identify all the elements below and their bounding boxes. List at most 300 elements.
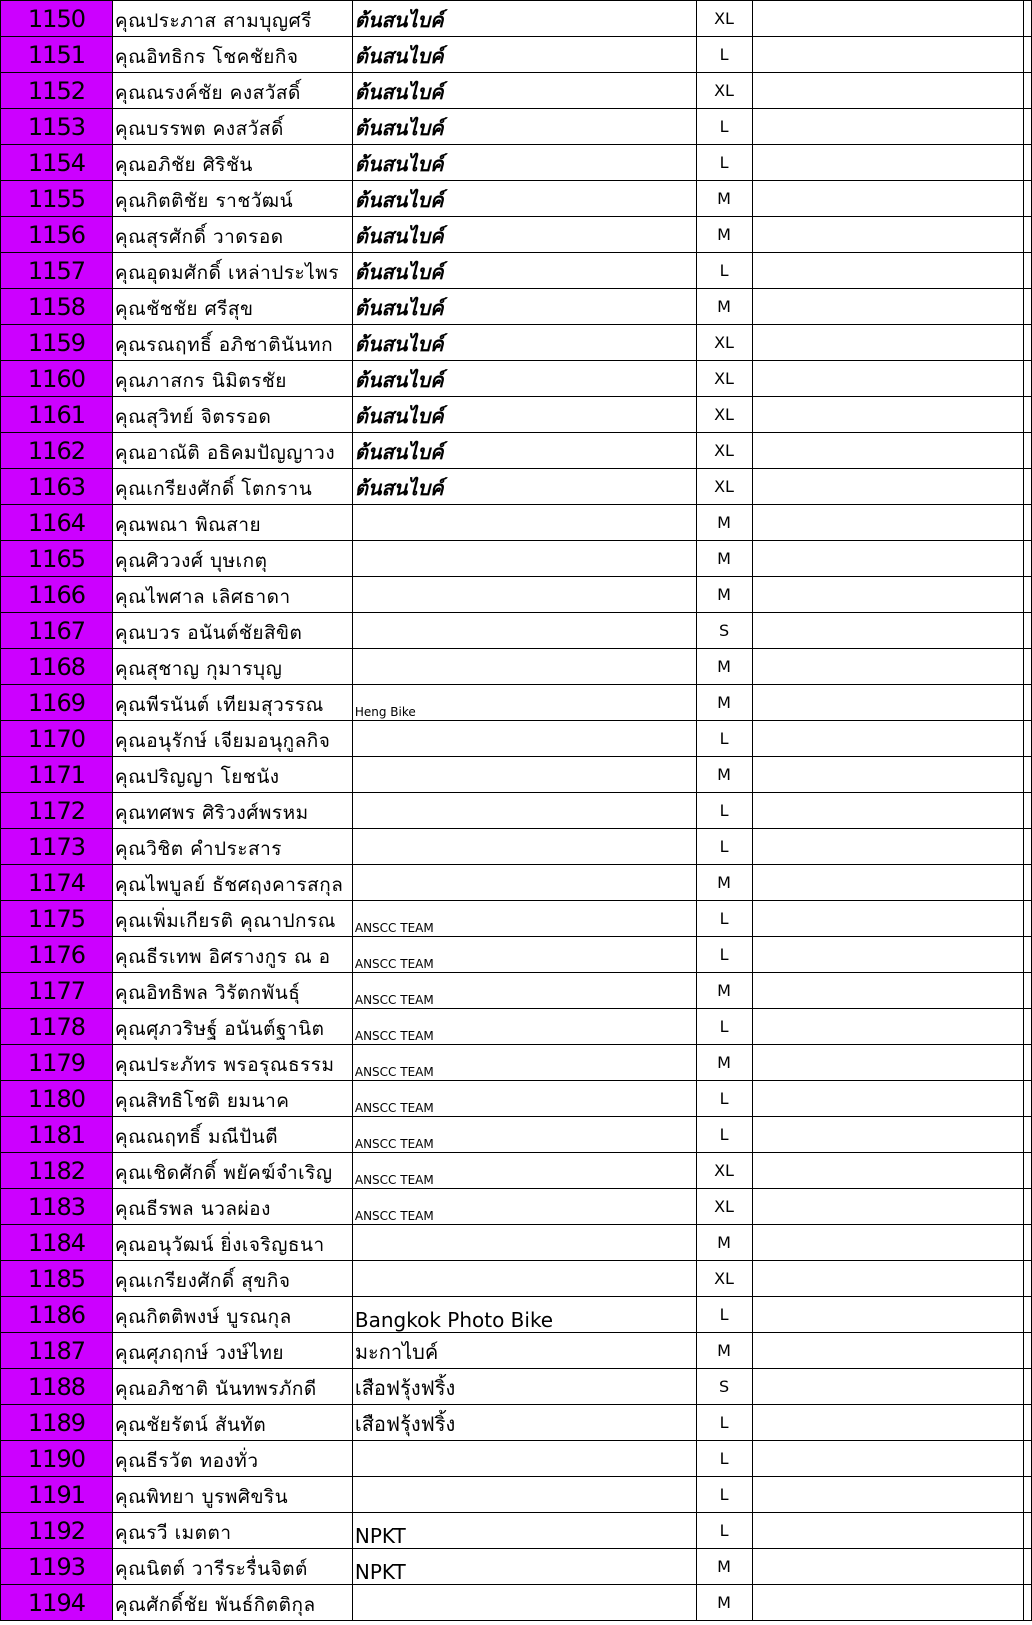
table-row — [1, 901, 1032, 937]
empty-cell[interactable] — [1023, 829, 1031, 865]
empty-cell[interactable] — [1023, 73, 1031, 109]
empty-cell[interactable] — [752, 1513, 1023, 1549]
empty-cell[interactable] — [752, 649, 1023, 685]
team-cell[interactable] — [352, 1513, 696, 1549]
empty-cell[interactable] — [752, 1441, 1023, 1477]
shirt-size-cell[interactable]: L — [696, 253, 752, 289]
shirt-size-cell[interactable]: L — [696, 937, 752, 973]
row-number-cell[interactable]: 1183 — [1, 1189, 113, 1225]
shirt-size-cell[interactable]: XL — [696, 397, 752, 433]
empty-cell[interactable] — [752, 361, 1023, 397]
shirt-size-cell[interactable]: XL — [696, 325, 752, 361]
empty-cell[interactable] — [752, 901, 1023, 937]
table-row — [1, 865, 1032, 901]
empty-cell[interactable] — [752, 1549, 1023, 1585]
row-number-cell[interactable]: 1190 — [1, 1441, 113, 1477]
shirt-size-cell[interactable]: M — [696, 505, 752, 541]
team-cell[interactable] — [352, 469, 696, 505]
team-cell[interactable] — [352, 253, 696, 289]
row-number-cell[interactable]: 1179 — [1, 1045, 113, 1081]
name-cell[interactable]: คุณชัยรัตน์ สันทัต — [112, 1405, 352, 1441]
team-cell[interactable] — [352, 1405, 696, 1441]
shirt-size-cell[interactable]: L — [696, 793, 752, 829]
team-cell[interactable] — [352, 901, 696, 937]
name-cell[interactable]: คุณอนุวัฒน์ ยิ่งเจริญธนา — [112, 1225, 352, 1261]
row-number-cell[interactable]: 1168 — [1, 649, 113, 685]
team-cell[interactable] — [352, 973, 696, 1009]
row-number-cell[interactable]: 1189 — [1, 1405, 113, 1441]
empty-cell[interactable] — [1023, 1045, 1031, 1081]
team-cell[interactable] — [352, 145, 696, 181]
name-cell[interactable]: คุณอภิชาติ นันทพรภักดี — [112, 1369, 352, 1405]
name-cell[interactable]: คุณอาณัติ อธิคมปัญญาวง — [112, 433, 352, 469]
row-number-cell[interactable]: 1169 — [1, 685, 113, 721]
name-cell[interactable]: คุณทศพร ศิริวงศ์พรหม — [112, 793, 352, 829]
row-number-cell[interactable]: 1161 — [1, 397, 113, 433]
team-label: ต้นสนไบค์ — [354, 440, 444, 464]
name-cell[interactable]: คุณศุภฤกษ์ วงษ์ไทย — [112, 1333, 352, 1369]
empty-cell[interactable] — [1023, 865, 1031, 901]
empty-cell[interactable] — [1023, 1513, 1031, 1549]
team-cell[interactable] — [352, 1549, 696, 1585]
table-row — [1, 685, 1032, 721]
empty-cell[interactable] — [1023, 757, 1031, 793]
team-cell[interactable] — [352, 721, 696, 757]
name-cell[interactable]: คุณนิตต์ วารีระรื่นจิตต์ — [112, 1549, 352, 1585]
name-cell[interactable]: คุณอิทธิกร โชคชัยกิจ — [112, 37, 352, 73]
table-row — [1, 433, 1032, 469]
empty-cell[interactable] — [1023, 1405, 1031, 1441]
empty-cell[interactable] — [1023, 1297, 1031, 1333]
empty-cell[interactable] — [752, 1189, 1023, 1225]
name-cell[interactable]: คุณอนุรักษ์ เจียมอนุกูลกิจ — [112, 721, 352, 757]
table-row — [1, 649, 1032, 685]
team-cell[interactable] — [352, 793, 696, 829]
team-cell[interactable] — [352, 577, 696, 613]
team-label: Heng Bike — [354, 705, 416, 719]
row-number-cell[interactable]: 1178 — [1, 1009, 113, 1045]
team-cell[interactable] — [352, 757, 696, 793]
shirt-size-cell[interactable]: XL — [696, 1189, 752, 1225]
team-cell[interactable] — [352, 1585, 696, 1621]
row-number-cell[interactable]: 1186 — [1, 1297, 113, 1333]
team-cell[interactable] — [352, 613, 696, 649]
row-number-cell[interactable]: 1174 — [1, 865, 113, 901]
empty-cell[interactable] — [752, 613, 1023, 649]
team-cell[interactable] — [352, 109, 696, 145]
name-cell[interactable]: คุณอภิชัย ศิริชัน — [112, 145, 352, 181]
name-cell[interactable]: คุณอุดมศักดิ์ เหล่าประไพร — [112, 253, 352, 289]
shirt-size-cell[interactable]: XL — [696, 1153, 752, 1189]
row-number-cell[interactable]: 1156 — [1, 217, 113, 253]
empty-cell[interactable] — [752, 325, 1023, 361]
table-row — [1, 1405, 1032, 1441]
name-cell[interactable]: คุณธีรวัต ทองทั่ว — [112, 1441, 352, 1477]
team-cell[interactable] — [352, 1045, 696, 1081]
row-number-cell[interactable]: 1167 — [1, 613, 113, 649]
row-number-cell[interactable]: 1155 — [1, 181, 113, 217]
row-number-cell[interactable]: 1176 — [1, 937, 113, 973]
shirt-size-cell[interactable]: XL — [696, 433, 752, 469]
empty-cell[interactable] — [1023, 1261, 1031, 1297]
shirt-size-cell[interactable]: M — [696, 181, 752, 217]
team-cell[interactable] — [352, 181, 696, 217]
empty-cell[interactable] — [1023, 793, 1031, 829]
table-row — [1, 37, 1032, 73]
name-cell[interactable]: คุณเพิ่มเกียรติ คุณาปกรณ — [112, 901, 352, 937]
shirt-size-cell[interactable]: L — [696, 1477, 752, 1513]
name-cell[interactable]: คุณบวร อนันต์ชัยสิขิต — [112, 613, 352, 649]
row-number-cell[interactable]: 1165 — [1, 541, 113, 577]
shirt-size-cell[interactable]: M — [696, 973, 752, 1009]
name-cell[interactable]: คุณเชิดศักดิ์ พยัคฆ์จำเริญ — [112, 1153, 352, 1189]
shirt-size-cell[interactable]: XL — [696, 1, 752, 37]
empty-cell[interactable] — [752, 505, 1023, 541]
empty-cell[interactable] — [1023, 973, 1031, 1009]
row-number-cell[interactable]: 1153 — [1, 109, 113, 145]
table-row — [1, 541, 1032, 577]
shirt-size-cell[interactable]: M — [696, 541, 752, 577]
row-number-cell[interactable]: 1180 — [1, 1081, 113, 1117]
shirt-size-cell[interactable]: L — [696, 1081, 752, 1117]
team-cell[interactable] — [352, 1081, 696, 1117]
empty-cell[interactable] — [1023, 505, 1031, 541]
empty-cell[interactable] — [1023, 109, 1031, 145]
empty-cell[interactable] — [752, 1045, 1023, 1081]
row-number-cell[interactable]: 1159 — [1, 325, 113, 361]
name-cell[interactable]: คุณสุชาญ กุมารบุญ — [112, 649, 352, 685]
empty-cell[interactable] — [752, 397, 1023, 433]
empty-cell[interactable] — [752, 1081, 1023, 1117]
empty-cell[interactable] — [1023, 1081, 1031, 1117]
shirt-size-cell[interactable]: M — [696, 1225, 752, 1261]
team-cell[interactable] — [352, 649, 696, 685]
team-cell[interactable] — [352, 325, 696, 361]
empty-cell[interactable] — [1023, 253, 1031, 289]
row-number-cell[interactable]: 1185 — [1, 1261, 113, 1297]
row-number-cell[interactable]: 1188 — [1, 1369, 113, 1405]
table-row — [1, 181, 1032, 217]
shirt-size-cell[interactable]: M — [696, 757, 752, 793]
name-cell[interactable]: คุณสิทธิโชติ ยมนาค — [112, 1081, 352, 1117]
row-number-cell[interactable]: 1171 — [1, 757, 113, 793]
table-row — [1, 289, 1032, 325]
shirt-size-cell[interactable]: L — [696, 901, 752, 937]
empty-cell[interactable] — [1023, 469, 1031, 505]
empty-cell[interactable] — [752, 1369, 1023, 1405]
name-cell[interactable]: คุณสุวิทย์ จิตรรอด — [112, 397, 352, 433]
shirt-size-cell[interactable]: L — [696, 1297, 752, 1333]
name-cell[interactable]: คุณประภาส สามบุญศรี — [112, 1, 352, 37]
empty-cell[interactable] — [752, 1117, 1023, 1153]
row-number-cell[interactable]: 1164 — [1, 505, 113, 541]
team-cell[interactable] — [352, 433, 696, 469]
team-cell[interactable] — [352, 289, 696, 325]
empty-cell[interactable] — [752, 217, 1023, 253]
name-cell[interactable]: คุณรณฤทธิ์ อภิชาตินันทก — [112, 325, 352, 361]
empty-cell[interactable] — [1023, 1549, 1031, 1585]
shirt-size-cell[interactable]: L — [696, 1117, 752, 1153]
shirt-size-cell[interactable]: L — [696, 37, 752, 73]
empty-cell[interactable] — [752, 1, 1023, 37]
name-cell[interactable]: คุณประภัทร พรอรุณธรรม — [112, 1045, 352, 1081]
shirt-size-cell[interactable]: M — [696, 1045, 752, 1081]
team-cell[interactable] — [352, 1225, 696, 1261]
name-cell[interactable]: คุณพณา พิณสาย — [112, 505, 352, 541]
row-number-cell[interactable]: 1166 — [1, 577, 113, 613]
row-number-cell[interactable]: 1194 — [1, 1585, 113, 1621]
empty-cell[interactable] — [1023, 1117, 1031, 1153]
shirt-size-cell[interactable]: XL — [696, 469, 752, 505]
name-cell[interactable]: คุณกิตติชัย ราชวัฒน์ — [112, 181, 352, 217]
empty-cell[interactable] — [752, 973, 1023, 1009]
name-cell[interactable]: คุณภาสกร นิมิตรชัย — [112, 361, 352, 397]
empty-cell[interactable] — [752, 181, 1023, 217]
empty-cell[interactable] — [1023, 1009, 1031, 1045]
row-number-cell[interactable]: 1151 — [1, 37, 113, 73]
name-cell[interactable]: คุณสุรศักดิ์ วาดรอด — [112, 217, 352, 253]
empty-cell[interactable] — [1023, 1189, 1031, 1225]
team-cell[interactable] — [352, 505, 696, 541]
row-number-cell[interactable]: 1187 — [1, 1333, 113, 1369]
shirt-size-cell[interactable]: S — [696, 613, 752, 649]
empty-cell[interactable] — [1023, 433, 1031, 469]
empty-cell[interactable] — [752, 289, 1023, 325]
empty-cell[interactable] — [752, 937, 1023, 973]
team-cell[interactable] — [352, 1009, 696, 1045]
empty-cell[interactable] — [752, 793, 1023, 829]
empty-cell[interactable] — [752, 577, 1023, 613]
empty-cell[interactable] — [752, 1153, 1023, 1189]
shirt-size-cell[interactable]: M — [696, 577, 752, 613]
team-cell[interactable] — [352, 1297, 696, 1333]
empty-cell[interactable] — [752, 73, 1023, 109]
team-cell[interactable] — [352, 541, 696, 577]
row-number-cell[interactable]: 1192 — [1, 1513, 113, 1549]
table-row — [1, 1261, 1032, 1297]
table-row — [1, 613, 1032, 649]
row-number-cell[interactable]: 1175 — [1, 901, 113, 937]
empty-cell[interactable] — [1023, 901, 1031, 937]
row-number-cell[interactable]: 1177 — [1, 973, 113, 1009]
table-row — [1, 1225, 1032, 1261]
empty-cell[interactable] — [1023, 685, 1031, 721]
team-cell[interactable] — [352, 37, 696, 73]
table-row — [1, 469, 1032, 505]
row-number-cell[interactable]: 1163 — [1, 469, 113, 505]
row-number-cell[interactable]: 1181 — [1, 1117, 113, 1153]
team-cell[interactable] — [352, 829, 696, 865]
shirt-size-cell[interactable]: M — [696, 865, 752, 901]
row-number-cell[interactable]: 1152 — [1, 73, 113, 109]
name-cell[interactable]: คุณไพบูลย์ ธัชศฤงคารสกุล — [112, 865, 352, 901]
name-cell[interactable]: คุณชัชชัย ศรีสุข — [112, 289, 352, 325]
empty-cell[interactable] — [1023, 1477, 1031, 1513]
team-cell[interactable] — [352, 937, 696, 973]
team-label: Bangkok Photo Bike — [354, 1308, 554, 1332]
name-cell[interactable]: คุณธีรเทพ อิศรางกูร ณ อ — [112, 937, 352, 973]
shirt-size-cell[interactable]: M — [696, 289, 752, 325]
team-label: ANSCC TEAM — [354, 993, 434, 1007]
shirt-size-cell[interactable]: L — [696, 145, 752, 181]
name-cell[interactable]: คุณศิววงศ์ บุษเกตุ — [112, 541, 352, 577]
shirt-size-cell[interactable]: XL — [696, 1261, 752, 1297]
shirt-size-cell[interactable]: M — [696, 685, 752, 721]
empty-cell[interactable] — [1023, 37, 1031, 73]
shirt-size-cell[interactable]: L — [696, 1405, 752, 1441]
name-cell[interactable]: คุณวิชิต คำประสาร — [112, 829, 352, 865]
row-number-cell[interactable]: 1191 — [1, 1477, 113, 1513]
empty-cell[interactable] — [1023, 1153, 1031, 1189]
shirt-size-cell[interactable]: M — [696, 1585, 752, 1621]
row-number-cell[interactable]: 1150 — [1, 1, 113, 37]
empty-cell[interactable] — [1023, 397, 1031, 433]
team-label: ต้นสนไบค์ — [354, 116, 444, 140]
team-cell[interactable] — [352, 1153, 696, 1189]
empty-cell[interactable] — [1023, 649, 1031, 685]
table-row — [1, 217, 1032, 253]
name-cell[interactable]: คุณรวี เมตตา — [112, 1513, 352, 1549]
empty-cell[interactable] — [752, 469, 1023, 505]
empty-cell[interactable] — [752, 1225, 1023, 1261]
shirt-size-cell[interactable]: L — [696, 1009, 752, 1045]
empty-cell[interactable] — [1023, 1, 1031, 37]
shirt-size-cell[interactable]: M — [696, 649, 752, 685]
team-cell[interactable] — [352, 73, 696, 109]
team-label: NPKT — [354, 1560, 406, 1584]
empty-cell[interactable] — [752, 1405, 1023, 1441]
empty-cell[interactable] — [752, 1009, 1023, 1045]
team-cell[interactable] — [352, 685, 696, 721]
shirt-size-cell[interactable]: M — [696, 1549, 752, 1585]
empty-cell[interactable] — [752, 1297, 1023, 1333]
empty-cell[interactable] — [1023, 613, 1031, 649]
name-cell[interactable]: คุณพิทยา บูรพศิขริน — [112, 1477, 352, 1513]
name-cell[interactable]: คุณณรงค์ชัย คงสวัสดิ์ — [112, 73, 352, 109]
team-cell[interactable] — [352, 1333, 696, 1369]
empty-cell[interactable] — [752, 1261, 1023, 1297]
name-cell[interactable]: คุณศักดิ์ชัย พันธ์กิตติกุล — [112, 1585, 352, 1621]
row-number-cell[interactable]: 1182 — [1, 1153, 113, 1189]
table-row — [1, 1081, 1032, 1117]
table-row — [1, 1333, 1032, 1369]
table-row — [1, 505, 1032, 541]
table-row — [1, 1477, 1032, 1513]
shirt-size-cell[interactable]: L — [696, 721, 752, 757]
row-number-cell[interactable]: 1172 — [1, 793, 113, 829]
shirt-size-cell[interactable]: L — [696, 829, 752, 865]
empty-cell[interactable] — [1023, 577, 1031, 613]
empty-cell[interactable] — [1023, 1225, 1031, 1261]
empty-cell[interactable] — [1023, 937, 1031, 973]
shirt-size-cell[interactable]: L — [696, 1441, 752, 1477]
empty-cell[interactable] — [1023, 217, 1031, 253]
row-number-cell[interactable]: 1184 — [1, 1225, 113, 1261]
empty-cell[interactable] — [752, 1585, 1023, 1621]
empty-cell[interactable] — [752, 829, 1023, 865]
name-cell[interactable]: คุณธีรพล นวลผ่อง — [112, 1189, 352, 1225]
row-number-cell[interactable]: 1157 — [1, 253, 113, 289]
empty-cell[interactable] — [1023, 541, 1031, 577]
shirt-size-cell[interactable]: L — [696, 1513, 752, 1549]
shirt-size-cell[interactable]: XL — [696, 73, 752, 109]
shirt-size-cell[interactable]: M — [696, 1333, 752, 1369]
team-cell[interactable] — [352, 217, 696, 253]
team-cell[interactable] — [352, 1261, 696, 1297]
team-label: ANSCC TEAM — [354, 1101, 434, 1115]
table-row — [1, 361, 1032, 397]
empty-cell[interactable] — [752, 109, 1023, 145]
name-cell[interactable]: คุณอิทธิพล วิรัตกพันธุ์ — [112, 973, 352, 1009]
team-cell[interactable] — [352, 1, 696, 37]
empty-cell[interactable] — [752, 757, 1023, 793]
empty-cell[interactable] — [1023, 1441, 1031, 1477]
name-cell[interactable]: คุณณฤทธิ์ มณีปันตี — [112, 1117, 352, 1153]
empty-cell[interactable] — [752, 1333, 1023, 1369]
shirt-size-cell[interactable]: XL — [696, 361, 752, 397]
empty-cell[interactable] — [752, 253, 1023, 289]
empty-cell[interactable] — [1023, 1333, 1031, 1369]
team-label: เสือฟรุ้งฟริ้ง — [354, 1376, 456, 1400]
empty-cell[interactable] — [1023, 721, 1031, 757]
team-cell[interactable] — [352, 1441, 696, 1477]
team-cell[interactable] — [352, 397, 696, 433]
empty-cell[interactable] — [752, 685, 1023, 721]
team-cell[interactable] — [352, 1189, 696, 1225]
row-number-cell[interactable]: 1154 — [1, 145, 113, 181]
row-number-cell[interactable]: 1170 — [1, 721, 113, 757]
empty-cell[interactable] — [752, 865, 1023, 901]
team-cell[interactable] — [352, 361, 696, 397]
shirt-size-cell[interactable]: M — [696, 217, 752, 253]
empty-cell[interactable] — [1023, 1585, 1031, 1621]
team-cell[interactable] — [352, 1369, 696, 1405]
empty-cell[interactable] — [1023, 181, 1031, 217]
empty-cell[interactable] — [752, 1477, 1023, 1513]
row-number-cell[interactable]: 1160 — [1, 361, 113, 397]
empty-cell[interactable] — [752, 433, 1023, 469]
name-cell[interactable]: คุณบรรพต คงสวัสดิ์ — [112, 109, 352, 145]
empty-cell[interactable] — [1023, 1369, 1031, 1405]
team-label: ANSCC TEAM — [354, 1137, 434, 1151]
row-number-cell[interactable]: 1158 — [1, 289, 113, 325]
name-cell[interactable]: คุณไพศาล เลิศธาดา — [112, 577, 352, 613]
empty-cell[interactable] — [752, 37, 1023, 73]
empty-cell[interactable] — [1023, 145, 1031, 181]
name-cell[interactable]: คุณเกรียงศักดิ์ สุขกิจ — [112, 1261, 352, 1297]
row-number-cell[interactable]: 1162 — [1, 433, 113, 469]
team-cell[interactable] — [352, 865, 696, 901]
name-cell[interactable]: คุณปริญญา โยชนัง — [112, 757, 352, 793]
shirt-size-cell[interactable]: L — [696, 109, 752, 145]
table-row — [1, 1369, 1032, 1405]
name-cell[interactable]: คุณพีรนันต์ เทียมสุวรรณ — [112, 685, 352, 721]
empty-cell[interactable] — [752, 541, 1023, 577]
team-cell[interactable] — [352, 1117, 696, 1153]
team-cell[interactable] — [352, 1477, 696, 1513]
empty-cell[interactable] — [1023, 325, 1031, 361]
empty-cell[interactable] — [752, 145, 1023, 181]
row-number-cell[interactable]: 1173 — [1, 829, 113, 865]
row-number-cell[interactable]: 1193 — [1, 1549, 113, 1585]
empty-cell[interactable] — [1023, 289, 1031, 325]
empty-cell[interactable] — [752, 721, 1023, 757]
shirt-size-cell[interactable]: S — [696, 1369, 752, 1405]
name-cell[interactable]: คุณศุภวริษฐ์ อนันต์ฐานิต — [112, 1009, 352, 1045]
name-cell[interactable]: คุณกิตติพงษ์ บูรณกุล — [112, 1297, 352, 1333]
name-cell[interactable]: คุณเกรียงศักดิ์ โตกราน — [112, 469, 352, 505]
empty-cell[interactable] — [1023, 361, 1031, 397]
